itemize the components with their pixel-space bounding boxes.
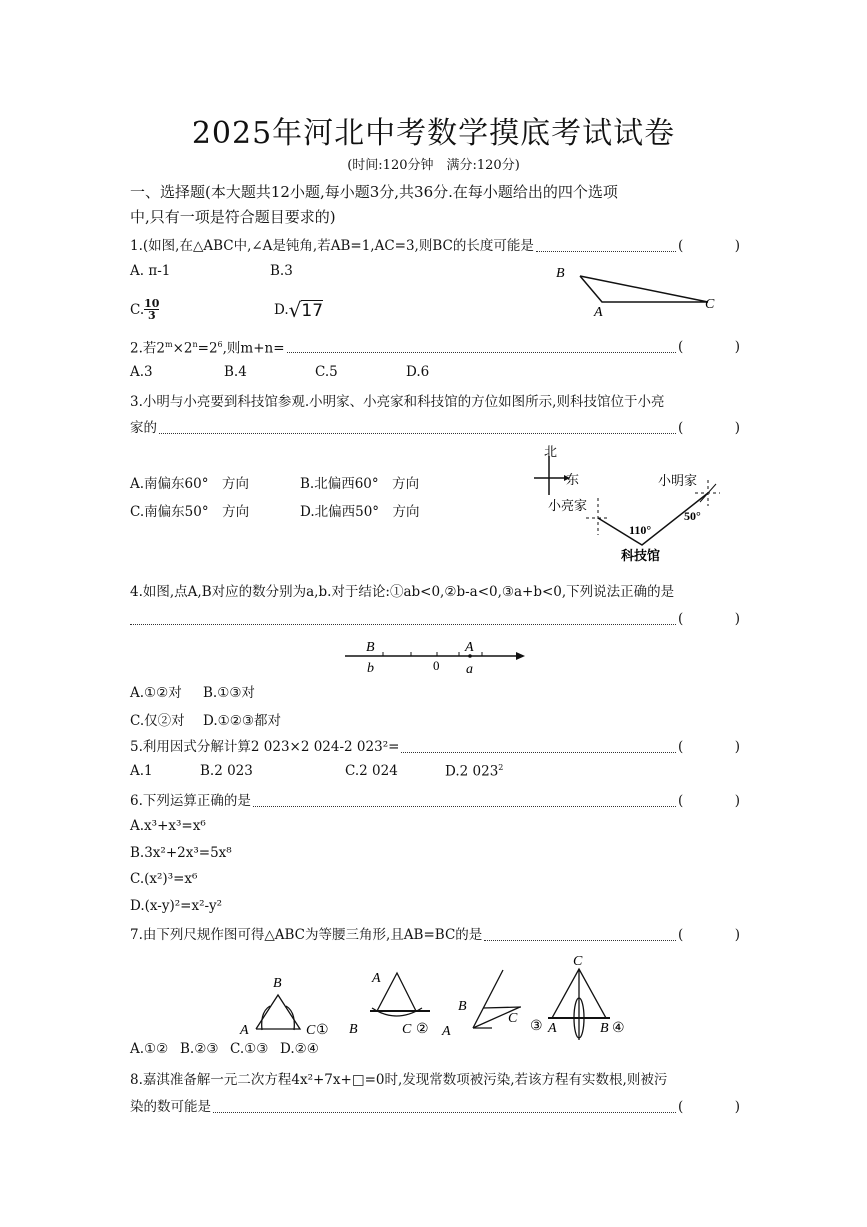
svg-text:东: 东 (566, 472, 580, 487)
svg-text:A: A (372, 971, 381, 986)
exam-subtitle: (时间:120分钟 满分:120分) (347, 158, 520, 173)
question-2 (130, 337, 740, 357)
svg-text:C: C (508, 1011, 518, 1026)
svg-text:b: b (367, 661, 374, 676)
question-7: 7.由下列尺规作图可得△ABC为等腰三角形,且AB=BC的是 ( ) (130, 927, 740, 943)
svg-text:B: B (273, 976, 282, 991)
compass-constructions-figure (230, 950, 650, 1040)
option-c: C.5 (315, 364, 338, 380)
answer-blank: ( ) (678, 339, 740, 355)
option-c: C.2 024 (345, 763, 398, 779)
question-3-cont: 家的 ( ) (130, 420, 740, 436)
option-b: B.2 023 (200, 763, 253, 779)
svg-text:A: A (548, 1021, 557, 1036)
option-a: A.1 (130, 763, 153, 779)
option-d: D.6 (406, 364, 430, 380)
answer-blank: ( ) (678, 739, 740, 755)
question-8-cont: 染的数可能是 ( ) (130, 1099, 740, 1115)
option-a: A.x³+x³=x⁶ (130, 818, 206, 834)
svg-text:C: C (306, 1023, 316, 1038)
svg-text:C: C (705, 297, 715, 312)
answer-blank: ( ) (678, 793, 740, 809)
svg-text:小明家: 小明家 (658, 473, 698, 488)
svg-text:C: C (402, 1022, 412, 1037)
svg-text:B: B (600, 1021, 609, 1036)
option-c: C.(x²)³=x⁶ (130, 871, 198, 887)
svg-text:B: B (556, 266, 565, 281)
option-a: A. π-1 (130, 263, 171, 279)
svg-text:A: A (442, 1024, 451, 1039)
svg-text:110°: 110° (629, 523, 652, 537)
answer-blank: ( ) (678, 420, 740, 436)
question-8: 8.嘉淇准备解一元二次方程4x²+7x+□=0时,发现常数项被污染,若该方程有实数根,则被污 (130, 1072, 668, 1088)
svg-text:A: A (240, 1023, 249, 1038)
option-c: C. 10 3 (130, 297, 160, 322)
svg-text:C: C (573, 954, 583, 969)
option-d: D.②④ (280, 1041, 319, 1057)
svg-text:北: 北 (544, 444, 558, 459)
option-b: B.4 (224, 364, 247, 380)
svg-text:B: B (366, 640, 375, 655)
option-b: B.3x²+2x³=5x⁸ (130, 845, 232, 861)
svg-text:0: 0 (433, 658, 440, 673)
svg-text:①: ① (316, 1023, 329, 1038)
option-c: C.①③ (230, 1041, 269, 1057)
question-1 (130, 236, 740, 256)
answer-blank: ( ) (678, 611, 740, 627)
option-c: C.南偏东50° 方向 (130, 504, 250, 520)
option-d: D.北偏西50° 方向 (300, 504, 420, 520)
option-b: B.北偏西60° 方向 (300, 476, 420, 492)
question-5: 5.利用因式分解计算2 023×2 024-2 023²= ( ) (130, 739, 740, 755)
option-b: B.②③ (180, 1041, 219, 1057)
exam-title: 2025年河北中考数学摸底考试试卷 (191, 116, 676, 151)
question-stem: 1.(如图,在△ABC中,∠A是钝角,若AB=1,AC=3,则BC的长度可能是 (130, 238, 534, 254)
number-line-figure (340, 632, 530, 677)
option-a: A.3 (130, 364, 153, 380)
answer-blank: ( ) (678, 927, 740, 943)
option-d: D.2 $023^2$ (445, 763, 504, 780)
svg-text:B: B (458, 999, 467, 1014)
question-4: 4.如图,点A,B对应的数分别为a,b.对于结论:①ab<0,②b-a<0,③a+b<0,下列说法正确的是 (130, 584, 675, 600)
option-a: A.①②对 (130, 685, 182, 701)
svg-text:④: ④ (612, 1021, 625, 1036)
svg-text:a: a (466, 662, 473, 677)
svg-text:A: A (594, 305, 603, 320)
question-6: 6.下列运算正确的是 ( ) (130, 793, 740, 809)
section-heading: 一、选择题(本大题共12小题,每小题3分,共36分.在每小题给出的四个选项 (130, 183, 618, 201)
option-c: C.仅②对 (130, 713, 185, 729)
answer-blank: ( ) (678, 1099, 740, 1115)
svg-text:A: A (465, 640, 474, 655)
option-b: B.①③对 (203, 685, 255, 701)
option-d: D. √ 17 (274, 298, 324, 322)
section-heading-cont: 中,只有一项是符合题目要求的) (130, 208, 336, 226)
svg-text:50°: 50° (684, 509, 701, 523)
svg-text:科技馆: 科技馆 (621, 548, 661, 563)
svg-text:③: ③ (530, 1019, 543, 1034)
dot-leader (536, 241, 676, 252)
question-stem: 2.若$2^m\times 2^n=2^6$,则m+n= (130, 340, 285, 357)
svg-text:B: B (349, 1022, 358, 1037)
option-a: A.①② (130, 1041, 169, 1057)
option-d: D.(x-y)²=x²-y² (130, 898, 223, 914)
svg-text:②: ② (416, 1022, 429, 1037)
direction-map-figure (520, 440, 730, 565)
question-3: 3.小明与小亮要到科技馆参观.小明家、小亮家和科技馆的方位如图所示,则科技馆位于小亮 (130, 394, 665, 410)
option-a: A.南偏东60° 方向 (130, 476, 249, 492)
option-b: B.3 (270, 263, 293, 279)
triangle-abc-figure (550, 262, 720, 322)
svg-text:小亮家: 小亮家 (548, 498, 588, 513)
option-d: D.①②③都对 (203, 713, 281, 729)
answer-blank: ( ) (678, 238, 740, 254)
question-4-cont (130, 609, 740, 629)
